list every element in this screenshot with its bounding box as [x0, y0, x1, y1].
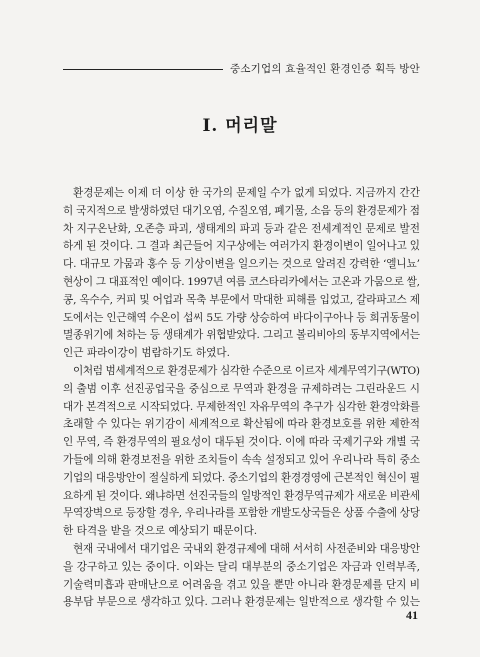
- text-line: 멸종위기에 처하는 등 생태계가 위협받았다. 그리고 볼리비아의 동부지역에서는: [63, 329, 420, 342]
- text-line: 초래할 수 있다는 위기감이 세계적으로 확산됨에 따라 환경보호를 위한 제한적: [63, 418, 420, 431]
- body-text: [63, 185, 420, 612]
- text-line: 대가 본격적으로 시작되었다. 무제한적인 자유무역의 추구가 심각한 환경악화를: [63, 400, 420, 413]
- text-line: 무역장벽으로 등장할 경우, 우리나라를 포함한 개발도상국들은 상품 수출에 상당: [63, 507, 420, 520]
- text-line: 한 타격을 받을 것으로 예상되기 때문이다.: [63, 525, 258, 538]
- text-line: 환경문제는 이제 더 이상 한 국가의 문제일 수가 없게 되었다. 지금까지 간간: [73, 187, 420, 199]
- text-line: 히 국지적으로 발생하였던 대기오염, 수질오염, 폐기물, 소음 등의 환경문제가 점: [63, 204, 420, 217]
- text-line: 다. 대규모 가뭄과 홍수 등 기상이변을 일으키는 것으로 알려진 강력한 ‘엘니뇨’: [63, 258, 420, 271]
- page-number: 41: [406, 608, 418, 622]
- text-line: 인 무역, 즉 환경무역의 필요성이 대두된 것이다. 이에 따라 국제기구와 개별 국: [63, 436, 420, 449]
- text-line: 을 강구하고 있는 중이다. 이와는 달리 대부분의 중소기업은 자금과 인력부족,: [63, 560, 420, 573]
- header-rule: [63, 69, 223, 70]
- text-line: 인근 파라이강이 범람하기도 하였다.: [63, 347, 230, 360]
- text-line: 가들에 의해 환경보전을 위한 조치들이 속속 설정되고 있어 우리나라 특히 중소: [63, 453, 420, 466]
- text-line: 기업의 대응방안이 절실하게 되었다. 중소기업의 환경경영에 근본적인 혁신이 필: [63, 471, 420, 484]
- text-line: 콩, 옥수수, 커피 및 어업과 목축 부문에서 막대한 피해를 입었고, 갈라파고스 제: [63, 293, 420, 306]
- text-line: 용부담 부문으로 생각하고 있다. 그러나 환경문제는 일반적으로 생각할 수 있는: [63, 596, 420, 609]
- text-line: 도에서는 인근해역 수온이 섭씨 5도 가량 상승하여 바다이구아나 등 희귀동물이: [63, 311, 420, 324]
- text-line: 현상이 그 대표적인 예이다. 1997년 여름 코스타리카에서는 고온과 가뭄으로 쌀,: [63, 275, 420, 288]
- text-line: 차 지구온난화, 오존층 파괴, 생태계의 파괴 등과 같은 전세계적인 문제로 발전: [63, 222, 420, 235]
- text-line: 이처럼 범세계적으로 환경문제가 심각한 수준으로 이르자 세계무역기구(WTO): [73, 364, 420, 377]
- text-line: 하게 된 것이다. 그 결과 최근들어 지구상에는 여러가지 환경이변이 일어나고 있: [63, 240, 420, 253]
- text-line: 요하게 된 것이다. 왜냐하면 선진국들의 일방적인 환경무역규제가 새로운 비관세: [63, 489, 420, 502]
- running-head: 중소기업의 효율적인 환경인증 획득 방안: [230, 63, 420, 75]
- text-line: 의 출범 이후 선진공업국을 중심으로 무역과 환경을 규제하려는 그린라운드 시: [63, 382, 420, 395]
- section-title: Ⅰ. 머리말: [202, 116, 278, 136]
- text-line: 기술력미흡과 판매난으로 어려움을 겪고 있을 뿐만 아니라 환경문제를 단지 비: [63, 578, 420, 591]
- text-line: 현재 국내에서 대기업은 국내외 환경규제에 대해 서서히 사전준비와 대응방안: [73, 542, 420, 555]
